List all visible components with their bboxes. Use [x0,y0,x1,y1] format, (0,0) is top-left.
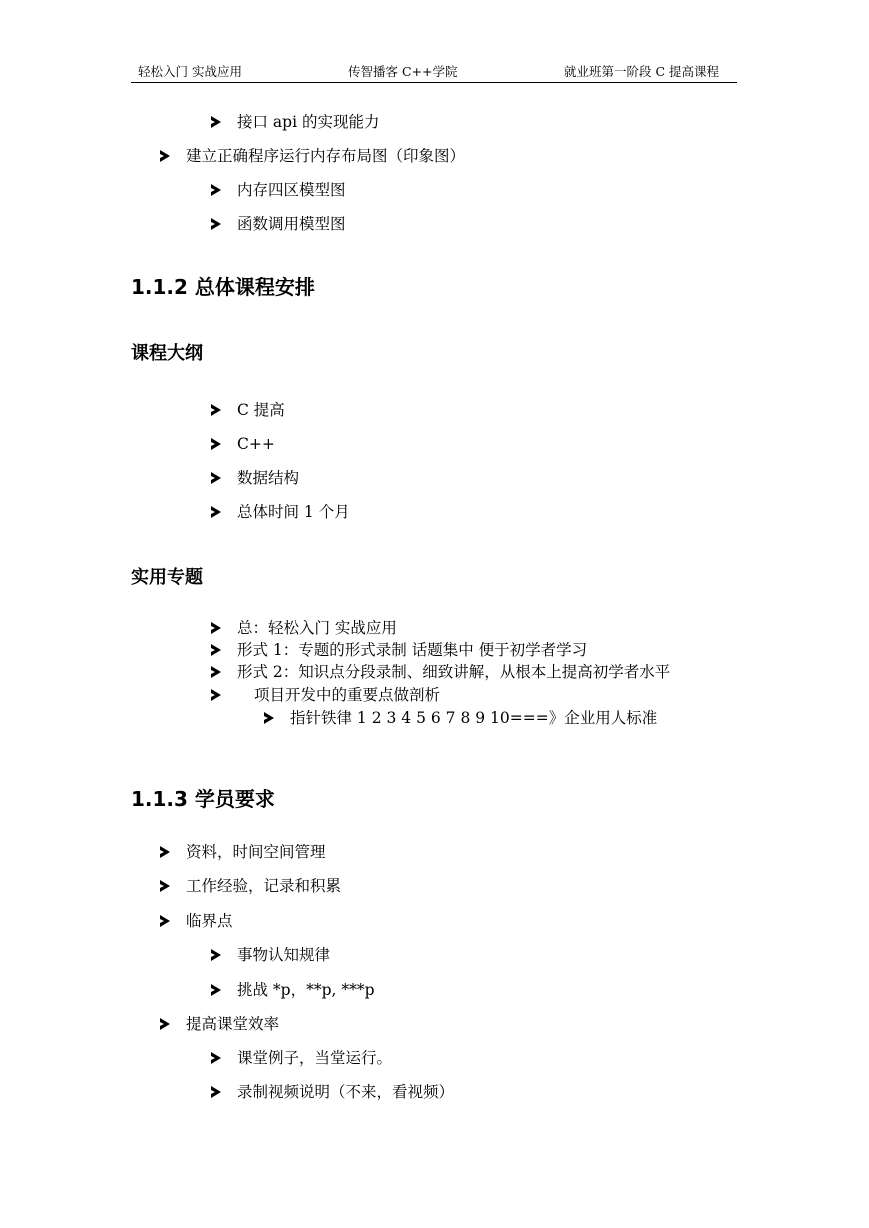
list-item [211,685,440,705]
list-item [211,434,275,454]
list-item [211,618,397,638]
list-item-text: 录制视频说明（不来，看视频） [237,1083,455,1101]
list-item [211,1082,454,1102]
arrow-bullet-icon [211,984,221,996]
arrow-bullet-icon [160,915,170,927]
list-item [160,842,326,862]
list-item [160,146,465,166]
list-item [211,980,375,1000]
arrow-bullet-icon [211,644,221,656]
arrow-bullet-icon [211,1086,221,1098]
arrow-bullet-icon [211,689,221,701]
arrow-bullet-icon [264,712,274,724]
list-item-text: 挑战 *p，**p, ***p [237,981,375,999]
arrow-bullet-icon [211,666,221,678]
list-item-text: 内存四区模型图 [237,181,346,199]
list-item [211,400,285,420]
list-item-text: 总体时间 1 个月 [237,503,350,521]
arrow-bullet-icon [160,846,170,858]
section-heading-1-1-3: 1.1.3 学员要求 [131,787,275,811]
header-center-text: 传智播客 C++学院 [348,64,458,79]
arrow-bullet-icon [211,622,221,634]
list-item [211,214,346,234]
arrow-bullet-icon [211,404,221,416]
list-item [160,911,233,931]
arrow-bullet-icon [211,949,221,961]
arrow-bullet-icon [211,218,221,230]
list-item [211,640,587,660]
arrow-bullet-icon [211,506,221,518]
list-item [264,708,657,728]
list-item-text: 建立正确程序运行内存布局图（印象图） [186,147,466,165]
list-item-text: 工作经验，记录和积累 [186,877,342,895]
list-item-text: 接口 api 的实现能力 [237,113,380,131]
list-item-text: 提高课堂效率 [186,1015,280,1033]
arrow-bullet-icon [160,150,170,162]
page-header [131,62,737,83]
arrow-bullet-icon [211,116,221,128]
list-item [211,502,350,522]
list-item-text: 资料，时间空间管理 [186,843,326,861]
list-item-text: 形式 2：知识点分段录制、细致讲解，从根本上提高初学者水平 [237,663,671,681]
arrow-bullet-icon [211,1052,221,1064]
list-item [211,662,670,682]
list-item [211,468,299,488]
list-item-text: 事物认知规律 [237,946,331,964]
list-item [211,180,346,200]
list-item-text: C++ [237,435,275,453]
list-item-text: 函数调用模型图 [237,215,346,233]
arrow-bullet-icon [211,472,221,484]
subheading-practical-topics: 实用专题 [131,567,203,588]
header-right-text: 就业班第一阶段 C 提高课程 [563,64,719,79]
subheading-course-outline: 课程大纲 [131,343,203,364]
list-item-text: 项目开发中的重要点做剖析 [254,686,441,704]
arrow-bullet-icon [211,438,221,450]
list-item-text: 指针铁律 1 2 3 4 5 6 7 8 9 10===》企业用人标准 [290,709,658,727]
list-item-text: 形式 1：专题的形式录制 话题集中 便于初学者学习 [237,641,588,659]
list-item-text: 总：轻松入门 实战应用 [237,619,397,637]
list-item-text: 课堂例子，当堂运行。 [237,1049,393,1067]
section-heading-1-1-2: 1.1.2 总体课程安排 [131,275,315,299]
list-item [160,1014,279,1034]
list-item [211,1048,392,1068]
list-item [211,112,379,132]
arrow-bullet-icon [211,184,221,196]
list-item-text: C 提高 [237,401,285,419]
list-item-text: 数据结构 [237,469,300,487]
header-left-text: 轻松入门 实战应用 [138,64,242,79]
list-item [211,945,330,965]
arrow-bullet-icon [160,1018,170,1030]
arrow-bullet-icon [160,880,170,892]
list-item [160,876,341,896]
list-item-text: 临界点 [186,912,233,930]
